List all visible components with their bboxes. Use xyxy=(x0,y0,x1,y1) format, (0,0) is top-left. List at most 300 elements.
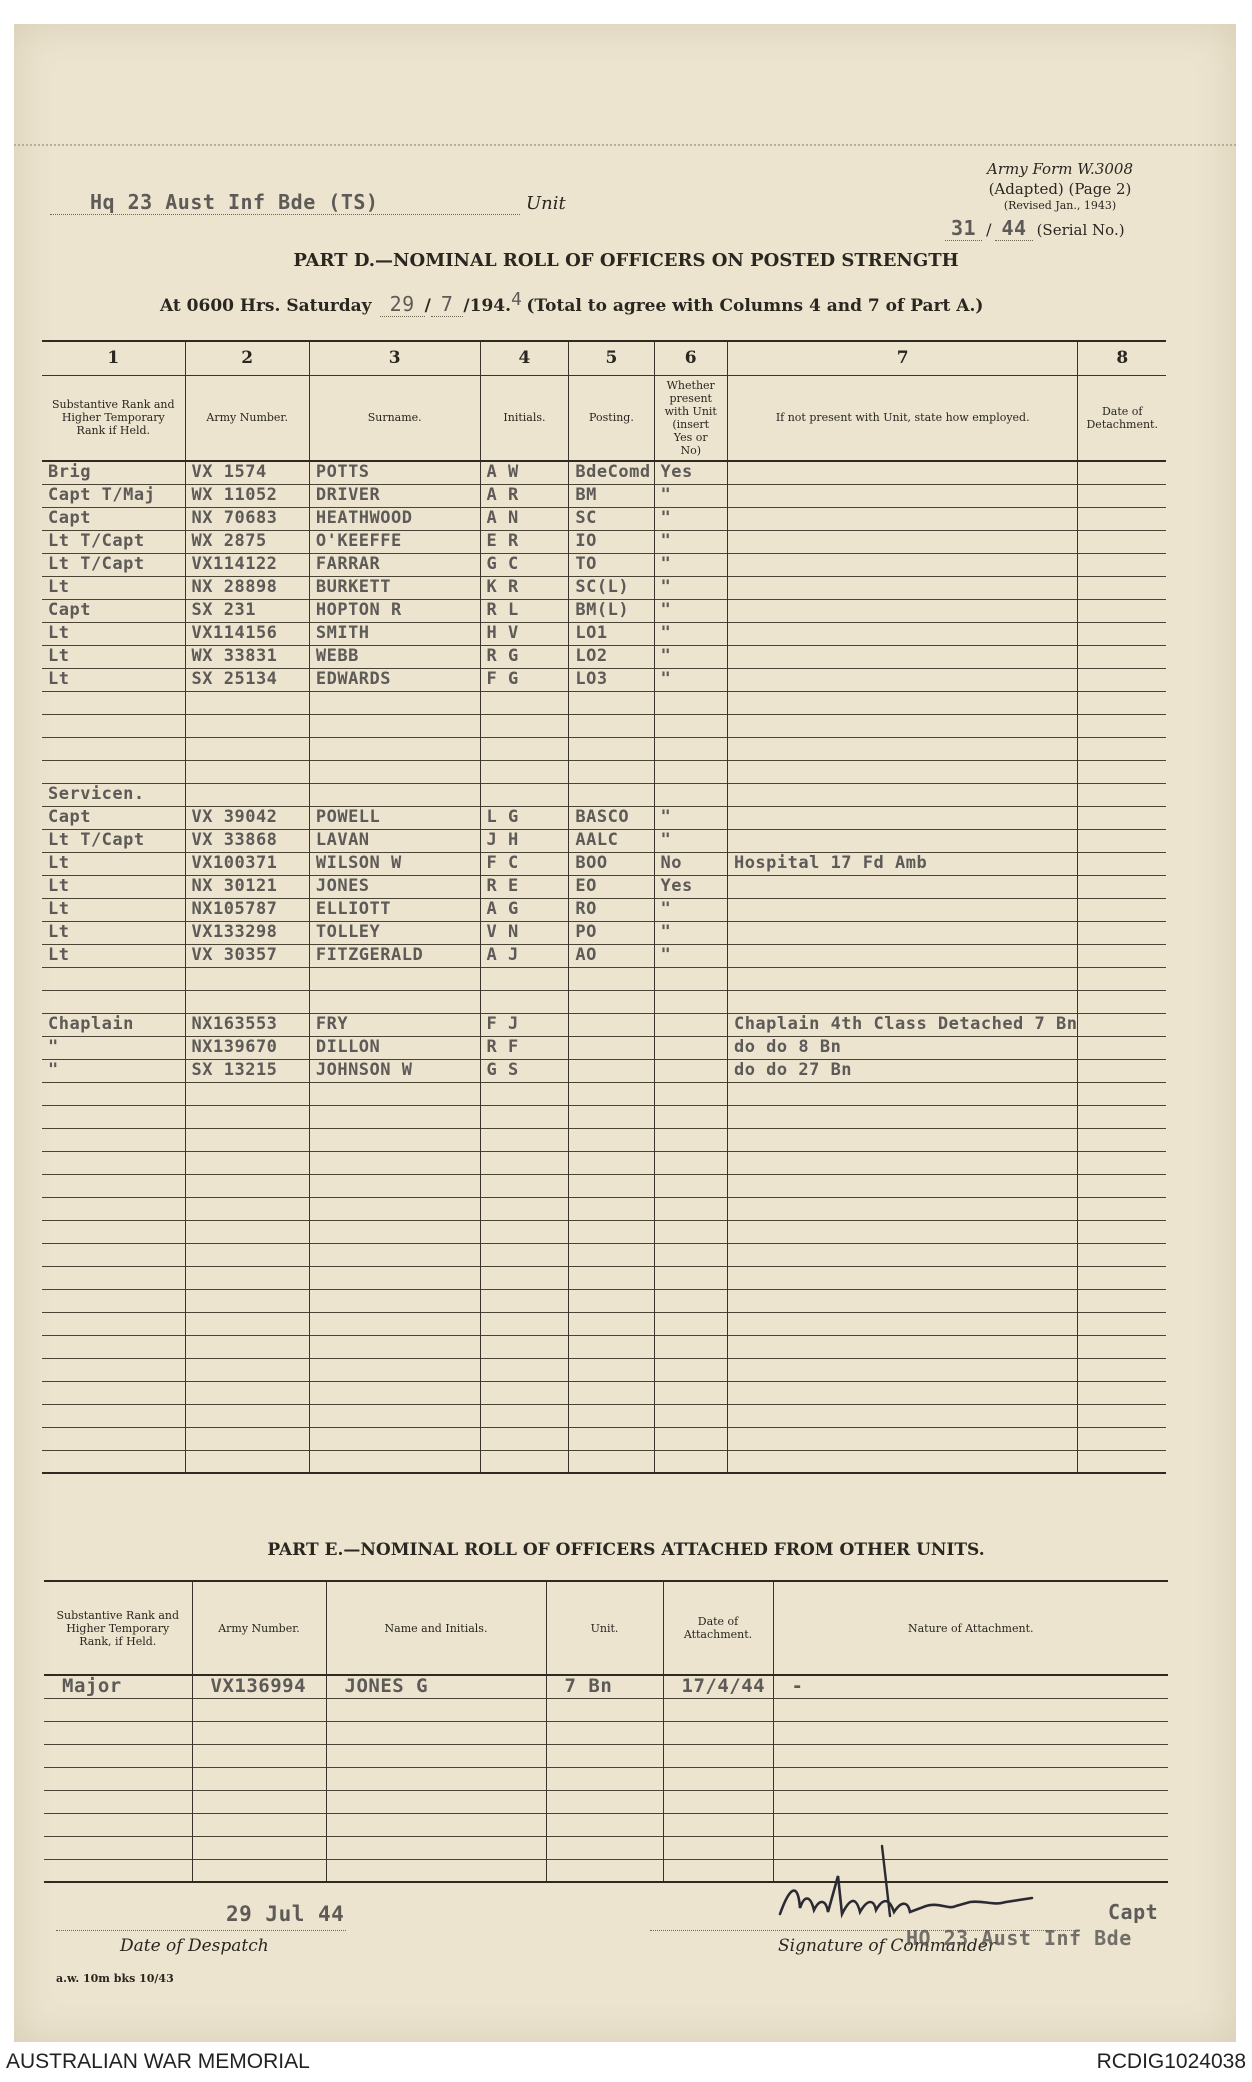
table-cell xyxy=(773,1767,1168,1790)
table-row xyxy=(42,760,1166,783)
table-cell xyxy=(1078,1013,1166,1036)
table-cell xyxy=(727,622,1078,645)
table-cell xyxy=(480,1174,569,1197)
table-row xyxy=(42,944,1166,967)
table-cell: E R xyxy=(480,530,569,553)
table-cell xyxy=(326,1813,546,1836)
table-cell xyxy=(727,1197,1078,1220)
part-e-column-headers xyxy=(44,1581,1168,1675)
table-cell xyxy=(727,990,1078,1013)
table-cell xyxy=(480,1450,569,1473)
table-cell xyxy=(727,553,1078,576)
table-cell xyxy=(480,990,569,1013)
serial-label: (Serial No.) xyxy=(1036,221,1125,239)
table-cell: ELLIOTT xyxy=(309,898,480,921)
part-e-col-header: Nature of Attachment. xyxy=(773,1581,1168,1675)
table-cell xyxy=(44,1813,192,1836)
table-cell xyxy=(192,1790,326,1813)
table-cell xyxy=(654,1059,727,1082)
table-cell xyxy=(42,1082,185,1105)
table-cell xyxy=(654,1036,727,1059)
table-cell xyxy=(309,1266,480,1289)
table-cell xyxy=(1078,737,1166,760)
part-e-col-header: Army Number. xyxy=(192,1581,326,1675)
table-cell xyxy=(309,1312,480,1335)
part-d-column-headers xyxy=(42,375,1166,461)
part-d-column-numbers xyxy=(42,341,1166,375)
table-cell xyxy=(42,760,185,783)
table-cell xyxy=(654,990,727,1013)
table-row xyxy=(42,530,1166,553)
table-cell: " xyxy=(654,622,727,645)
table-cell xyxy=(185,714,309,737)
table-row xyxy=(42,829,1166,852)
table-cell: RO xyxy=(569,898,654,921)
table-cell: NX105787 xyxy=(185,898,309,921)
table-cell xyxy=(42,967,185,990)
table-cell: V N xyxy=(480,921,569,944)
table-cell xyxy=(1078,507,1166,530)
table-cell xyxy=(480,783,569,806)
table-cell xyxy=(727,461,1078,484)
table-cell: HEATHWOOD xyxy=(309,507,480,530)
date-month: 7 xyxy=(431,292,464,317)
table-cell: " xyxy=(654,599,727,622)
serial-number xyxy=(945,216,1125,241)
table-row xyxy=(42,783,1166,806)
table-cell xyxy=(1078,622,1166,645)
table-cell: A W xyxy=(480,461,569,484)
table-cell: NX 30121 xyxy=(185,875,309,898)
table-cell xyxy=(1078,1059,1166,1082)
form-id-line1: Army Form W.3008 xyxy=(987,160,1133,178)
table-cell xyxy=(44,1859,192,1882)
table-cell: Capt xyxy=(48,600,91,620)
table-cell xyxy=(185,1243,309,1266)
table-cell xyxy=(569,1174,654,1197)
table-cell xyxy=(1078,576,1166,599)
table-row xyxy=(42,714,1166,737)
table-cell: DRIVER xyxy=(309,484,480,507)
table-cell xyxy=(727,760,1078,783)
table-cell xyxy=(185,1427,309,1450)
table-cell xyxy=(309,760,480,783)
table-cell xyxy=(42,737,185,760)
table-cell xyxy=(1078,944,1166,967)
table-row xyxy=(42,806,1166,829)
table-row xyxy=(42,1243,1166,1266)
table-cell xyxy=(546,1721,663,1744)
table-cell xyxy=(727,875,1078,898)
table-cell xyxy=(727,967,1078,990)
table-cell: TO xyxy=(569,553,654,576)
table-cell: IO xyxy=(569,530,654,553)
table-cell xyxy=(654,1128,727,1151)
table-cell: WEBB xyxy=(309,645,480,668)
table-cell xyxy=(1078,530,1166,553)
date-year-digit: 4 xyxy=(511,289,523,310)
table-cell xyxy=(480,760,569,783)
table-cell xyxy=(309,1082,480,1105)
table-cell xyxy=(309,1427,480,1450)
table-cell xyxy=(480,1243,569,1266)
table-cell xyxy=(185,1404,309,1427)
table-cell xyxy=(309,1243,480,1266)
table-cell: " xyxy=(48,1037,59,1057)
table-cell: POWELL xyxy=(309,806,480,829)
table-cell xyxy=(569,691,654,714)
archive-footer-left: AUSTRALIAN WAR MEMORIAL xyxy=(6,2050,310,2073)
table-cell: " xyxy=(654,829,727,852)
part-d-col-header: If not present with Unit, state how employed. xyxy=(727,375,1078,461)
table-cell xyxy=(42,1105,185,1128)
table-row xyxy=(42,1197,1166,1220)
table-cell: SX 231 xyxy=(185,599,309,622)
table-cell xyxy=(192,1836,326,1859)
table-cell: Lt xyxy=(48,669,70,689)
table-cell xyxy=(192,1813,326,1836)
table-cell: NX 70683 xyxy=(185,507,309,530)
table-cell: EO xyxy=(569,875,654,898)
table-cell xyxy=(1078,875,1166,898)
table-cell: JONES G xyxy=(326,1675,546,1698)
table-cell: " xyxy=(654,944,727,967)
date-at-text: At 0600 Hrs. Saturday xyxy=(160,296,372,316)
table-cell xyxy=(42,1174,185,1197)
table-cell xyxy=(727,530,1078,553)
table-cell: LO1 xyxy=(569,622,654,645)
table-cell xyxy=(1078,461,1166,484)
table-cell xyxy=(727,737,1078,760)
table-cell xyxy=(663,1859,773,1882)
table-row xyxy=(44,1675,1168,1698)
table-cell xyxy=(569,1036,654,1059)
table-row xyxy=(42,461,1166,484)
table-cell xyxy=(654,1289,727,1312)
part-d-col-number: 6 xyxy=(654,341,727,375)
table-cell xyxy=(727,507,1078,530)
table-cell: Capt xyxy=(48,807,91,827)
table-cell xyxy=(480,737,569,760)
table-row xyxy=(42,1220,1166,1243)
table-cell xyxy=(326,1790,546,1813)
part-d-col-header: Whether present with Unit (insert Yes or No) xyxy=(654,375,727,461)
table-cell xyxy=(727,1358,1078,1381)
form-id-line3: (Revised Jan., 1943) xyxy=(1003,199,1117,212)
table-cell xyxy=(1078,1358,1166,1381)
table-cell xyxy=(654,1381,727,1404)
table-cell xyxy=(546,1859,663,1882)
part-e-col-header: Substantive Rank and Higher Temporary Rank, if Held. xyxy=(56,1608,180,1648)
table-cell xyxy=(569,760,654,783)
table-cell xyxy=(569,1082,654,1105)
table-cell xyxy=(569,714,654,737)
table-cell: Lt xyxy=(48,853,70,873)
table-cell xyxy=(309,1220,480,1243)
table-cell xyxy=(480,1381,569,1404)
table-cell: Lt xyxy=(48,876,70,896)
table-cell: Lt xyxy=(48,922,70,942)
table-cell: F J xyxy=(480,1013,569,1036)
table-cell xyxy=(480,1082,569,1105)
table-cell xyxy=(654,1151,727,1174)
table-cell: " xyxy=(654,484,727,507)
table-cell xyxy=(569,1404,654,1427)
part-d-col-number: 3 xyxy=(309,341,480,375)
table-cell xyxy=(727,1335,1078,1358)
table-cell xyxy=(569,990,654,1013)
table-cell: Major xyxy=(62,1675,122,1698)
table-cell xyxy=(773,1698,1168,1721)
table-cell xyxy=(44,1767,192,1790)
table-cell xyxy=(42,1266,185,1289)
table-cell xyxy=(569,1013,654,1036)
table-cell xyxy=(309,1404,480,1427)
table-cell xyxy=(185,1289,309,1312)
table-cell xyxy=(727,921,1078,944)
table-row xyxy=(42,1381,1166,1404)
table-cell: TOLLEY xyxy=(309,921,480,944)
table-cell xyxy=(773,1721,1168,1744)
despatch-label: Date of Despatch xyxy=(120,1936,269,1956)
table-cell: Chaplain 4th Class Detached 7 Bn xyxy=(727,1013,1078,1036)
table-cell xyxy=(727,1243,1078,1266)
table-cell xyxy=(1078,806,1166,829)
table-cell xyxy=(569,1335,654,1358)
table-cell: " xyxy=(654,898,727,921)
table-cell xyxy=(185,1197,309,1220)
table-cell xyxy=(1078,1404,1166,1427)
table-cell: Brig xyxy=(48,462,91,483)
table-cell: " xyxy=(654,806,727,829)
table-cell xyxy=(727,1450,1078,1473)
table-cell xyxy=(773,1790,1168,1813)
table-cell xyxy=(569,1427,654,1450)
table-cell xyxy=(1078,1312,1166,1335)
table-cell: A R xyxy=(480,484,569,507)
table-row xyxy=(42,898,1166,921)
table-cell xyxy=(727,1312,1078,1335)
table-cell xyxy=(192,1744,326,1767)
table-cell: F G xyxy=(480,668,569,691)
table-cell: LAVAN xyxy=(309,829,480,852)
table-cell: O'KEEFFE xyxy=(309,530,480,553)
table-cell xyxy=(654,714,727,737)
table-cell xyxy=(185,1450,309,1473)
table-cell xyxy=(654,1174,727,1197)
table-cell: FITZGERALD xyxy=(309,944,480,967)
table-cell xyxy=(727,1289,1078,1312)
table-cell xyxy=(480,1358,569,1381)
table-cell: SMITH xyxy=(309,622,480,645)
table-cell xyxy=(654,1105,727,1128)
table-row xyxy=(42,599,1166,622)
table-cell xyxy=(663,1744,773,1767)
table-cell: " xyxy=(48,1060,59,1080)
table-cell xyxy=(1078,760,1166,783)
table-cell xyxy=(185,1151,309,1174)
part-d-col-header: Date of Detachment. xyxy=(1078,375,1166,461)
table-cell xyxy=(1078,1036,1166,1059)
table-cell xyxy=(569,967,654,990)
table-cell xyxy=(1078,599,1166,622)
table-cell xyxy=(480,1220,569,1243)
table-cell xyxy=(185,691,309,714)
table-cell xyxy=(326,1836,546,1859)
table-row xyxy=(42,1358,1166,1381)
perforation-line xyxy=(14,144,1236,146)
table-row xyxy=(42,507,1166,530)
table-cell xyxy=(309,1358,480,1381)
table-row xyxy=(42,1312,1166,1335)
table-cell: " xyxy=(654,921,727,944)
table-row xyxy=(44,1790,1168,1813)
table-cell xyxy=(326,1767,546,1790)
table-cell xyxy=(1078,1197,1166,1220)
table-row xyxy=(42,990,1166,1013)
table-cell xyxy=(1078,1450,1166,1473)
table-row xyxy=(42,1404,1166,1427)
table-cell xyxy=(569,1197,654,1220)
table-cell xyxy=(1078,1381,1166,1404)
table-cell: WILSON W xyxy=(309,852,480,875)
table-cell xyxy=(1078,1335,1166,1358)
table-cell: Lt T/Capt xyxy=(48,531,145,551)
table-cell: WX 11052 xyxy=(185,484,309,507)
table-cell: NX 28898 xyxy=(185,576,309,599)
table-cell xyxy=(1078,921,1166,944)
part-d-col-header: Substantive Rank and Higher Temporary Rank if Held. xyxy=(51,398,175,438)
date-total-text: (Total to agree with Columns 4 and 7 of Part A.) xyxy=(526,296,984,316)
table-row xyxy=(42,852,1166,875)
table-row xyxy=(42,1427,1166,1450)
unit-line xyxy=(50,190,566,215)
table-cell xyxy=(42,1289,185,1312)
table-cell xyxy=(727,1174,1078,1197)
table-cell xyxy=(546,1813,663,1836)
table-cell: A J xyxy=(480,944,569,967)
table-cell: " xyxy=(654,507,727,530)
commander-signature xyxy=(770,1836,1090,1936)
table-cell xyxy=(42,990,185,1013)
table-cell xyxy=(42,1404,185,1427)
table-cell xyxy=(569,1358,654,1381)
table-cell xyxy=(727,645,1078,668)
table-cell xyxy=(326,1698,546,1721)
table-cell xyxy=(185,737,309,760)
table-cell: Yes xyxy=(654,461,727,484)
table-cell: " xyxy=(654,553,727,576)
table-cell xyxy=(42,1197,185,1220)
table-cell xyxy=(654,1082,727,1105)
table-cell xyxy=(569,1266,654,1289)
table-cell xyxy=(309,1450,480,1473)
part-d-title: PART D.—NOMINAL ROLL OF OFFICERS ON POSTED STRENGTH xyxy=(293,250,959,271)
table-row xyxy=(42,1013,1166,1036)
table-cell xyxy=(326,1859,546,1882)
table-row xyxy=(42,1151,1166,1174)
table-cell xyxy=(654,1266,727,1289)
table-cell xyxy=(663,1721,773,1744)
table-row xyxy=(42,484,1166,507)
table-cell xyxy=(185,1220,309,1243)
table-cell xyxy=(727,1404,1078,1427)
table-cell xyxy=(569,1289,654,1312)
table-cell xyxy=(480,1427,569,1450)
table-cell: VX114122 xyxy=(185,553,309,576)
table-row xyxy=(44,1698,1168,1721)
table-cell: 17/4/44 xyxy=(663,1675,773,1698)
table-row xyxy=(42,668,1166,691)
table-cell xyxy=(569,1312,654,1335)
date-day: 29 xyxy=(380,292,425,317)
part-d-col-header: Posting. xyxy=(569,375,654,461)
table-cell xyxy=(309,990,480,1013)
table-cell xyxy=(654,967,727,990)
table-cell xyxy=(185,1266,309,1289)
table-cell: 7 Bn xyxy=(546,1675,663,1698)
table-cell xyxy=(654,1312,727,1335)
table-cell: A N xyxy=(480,507,569,530)
table-cell: FARRAR xyxy=(309,553,480,576)
table-cell xyxy=(1078,829,1166,852)
table-cell xyxy=(569,783,654,806)
table-cell: NX163553 xyxy=(185,1013,309,1036)
table-cell xyxy=(42,1358,185,1381)
table-cell xyxy=(654,1243,727,1266)
table-cell xyxy=(569,1381,654,1404)
table-cell: JOHNSON W xyxy=(309,1059,480,1082)
table-cell: G S xyxy=(480,1059,569,1082)
table-cell xyxy=(727,1151,1078,1174)
table-row xyxy=(42,1266,1166,1289)
table-cell xyxy=(480,1151,569,1174)
table-cell xyxy=(569,1220,654,1243)
table-cell xyxy=(727,1427,1078,1450)
table-cell xyxy=(44,1744,192,1767)
table-cell xyxy=(185,1358,309,1381)
part-d-table xyxy=(42,340,1166,1474)
part-e-col-header: Unit. xyxy=(546,1581,663,1675)
table-cell xyxy=(727,484,1078,507)
table-cell: Capt T/Maj xyxy=(48,485,156,505)
table-cell xyxy=(1078,990,1166,1013)
table-cell xyxy=(727,668,1078,691)
serial-part-b: 44 xyxy=(995,216,1032,241)
table-row xyxy=(42,1450,1166,1473)
part-e-col-header: Name and Initials. xyxy=(326,1581,546,1675)
part-d-col-number: 4 xyxy=(480,341,569,375)
table-cell xyxy=(654,1197,727,1220)
table-cell xyxy=(480,1105,569,1128)
table-cell xyxy=(663,1790,773,1813)
table-cell: Lt xyxy=(48,623,70,643)
table-cell: R G xyxy=(480,645,569,668)
table-cell: F C xyxy=(480,852,569,875)
table-cell: do do 8 Bn xyxy=(727,1036,1078,1059)
table-cell xyxy=(654,1427,727,1450)
table-cell: VX114156 xyxy=(185,622,309,645)
table-cell: HOPTON R xyxy=(309,599,480,622)
table-cell xyxy=(1078,553,1166,576)
table-cell xyxy=(1078,645,1166,668)
table-row xyxy=(42,737,1166,760)
table-cell: Chaplain xyxy=(48,1014,134,1034)
table-cell: do do 27 Bn xyxy=(727,1059,1078,1082)
table-cell xyxy=(773,1744,1168,1767)
table-cell: LO2 xyxy=(569,645,654,668)
table-cell: Servicen. xyxy=(48,784,145,804)
